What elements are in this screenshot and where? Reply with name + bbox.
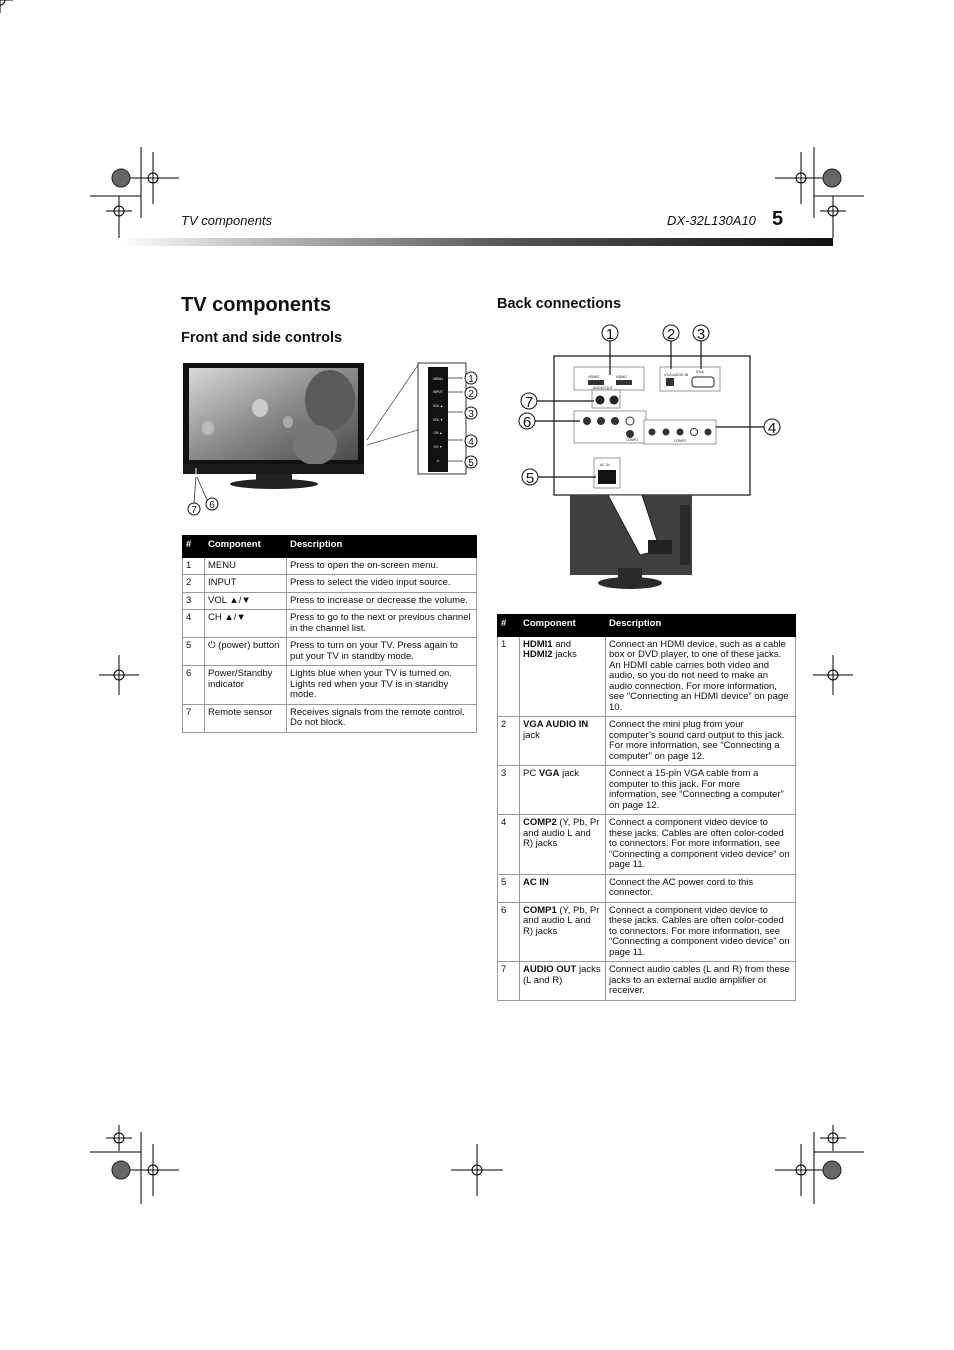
table-cell: Power/Standby indicator [205, 666, 287, 705]
front-callout-5: 5 [468, 458, 474, 469]
table-cell: 1 [498, 636, 520, 717]
label-hdmi2: HDMI2 [588, 375, 600, 379]
label-comp1: COMP1 [626, 438, 639, 442]
header-rule [119, 238, 833, 246]
cell-text: AC IN [523, 876, 549, 888]
front-controls-heading: Front and side controls [181, 330, 343, 346]
table-row [498, 962, 796, 1001]
table-cell: 4 [498, 815, 520, 875]
table-cell: 3 [183, 592, 205, 610]
panel-button-power: ⏻ [436, 459, 440, 463]
table-row [183, 610, 477, 638]
table-cell: 3 [498, 766, 520, 815]
front-controls-table [182, 535, 477, 733]
table-cell: Remote sensor [205, 704, 287, 732]
table-cell: 7 [498, 962, 520, 1001]
cell-text: and [552, 638, 572, 650]
back-callout-7: 7 [524, 394, 534, 411]
back-connections-heading: Back connections [497, 296, 622, 312]
panel-button-ch-up: CH ▲ [433, 431, 443, 435]
table-header-row [183, 536, 477, 558]
hot-air-balloon [293, 425, 337, 465]
table-row [183, 704, 477, 732]
table-cell: 6 [183, 666, 205, 705]
table-row [498, 874, 796, 902]
table-cell: 5 [183, 638, 205, 666]
cell-text: jacks [552, 649, 577, 660]
table-cell: 2 [498, 717, 520, 766]
panel-button-vol-up: VOL ▲ [432, 404, 444, 408]
cell-text: HDMI1 [523, 638, 553, 650]
tv-back-stand [598, 577, 662, 589]
table-row [183, 666, 477, 705]
running-header-model: DX-32L130A10 [667, 213, 756, 228]
table-row [498, 815, 796, 875]
cell-text: COMP1 [523, 904, 557, 916]
cell-text: VGA AUDIO IN [523, 719, 589, 730]
label-ac-in: AC IN [600, 463, 610, 467]
table-row [498, 636, 796, 717]
table-cell: MENU [205, 557, 287, 575]
table-cell: 7 [183, 704, 205, 732]
column-header-num: # [183, 536, 205, 558]
label-comp2: COMP2 [674, 439, 687, 443]
column-header-component: Component [520, 615, 606, 637]
table-row [183, 638, 477, 666]
column-header-num: # [498, 615, 520, 637]
table-cell: Lights blue when your TV is turned on. Lights red when your TV is in standby mode. [287, 666, 477, 705]
table-row [183, 592, 477, 610]
table-cell: CH ▲/▼ [205, 610, 287, 638]
hot-air-balloon [202, 421, 214, 435]
table-cell: Press to select the video input source. [287, 575, 477, 593]
table-header-row [498, 615, 796, 637]
table-cell [520, 815, 606, 875]
running-header-section: TV components [181, 213, 273, 228]
back-callout-5: 5 [525, 470, 535, 487]
column-header-description: Description [606, 615, 796, 637]
table-cell [520, 874, 606, 902]
column-header-description: Description [287, 536, 477, 558]
table-cell: Connect the AC power cord to this connector. [606, 874, 796, 902]
cell-text: VGA [538, 768, 560, 779]
label-hdmi1: HDMI1 [616, 375, 628, 379]
column-header-component: Component [205, 536, 287, 558]
table-row [183, 557, 477, 575]
table-cell: 6 [498, 902, 520, 962]
cell-text: (Y, Pb, Pr and audio L and R) jacks [523, 904, 600, 937]
label-vga-audio-in: VGA AUDIO IN [664, 373, 689, 377]
back-callout-2: 2 [666, 326, 676, 343]
cell-text: jack [559, 768, 579, 779]
page-number: 5 [772, 208, 784, 230]
table-cell: VOL ▲/▼ [205, 592, 287, 610]
table-cell [520, 636, 606, 717]
table-cell: Press to open the on-screen menu. [287, 557, 477, 575]
front-callout-2: 2 [468, 389, 474, 400]
table-cell: 4 [183, 610, 205, 638]
table-cell: Press to turn on your TV. Press again to put your TV in standby mode. [287, 638, 477, 666]
back-connections-table [497, 614, 796, 1001]
back-callout-6: 6 [522, 414, 532, 431]
cell-text: jacks (L and R) [523, 964, 601, 986]
label-vga: VGA [696, 370, 704, 374]
panel-button-vol-down: VOL ▼ [432, 418, 444, 422]
panel-button-input: INPUT [433, 390, 443, 394]
table-cell: Connect audio cables (L and R) from these jacks to an external audio amplifier or receiver. [606, 962, 796, 1001]
front-callout-3: 3 [468, 409, 474, 420]
back-panel-illustration [510, 320, 790, 595]
table-cell [520, 902, 606, 962]
cell-text: (Y, Pb, Pr and audio L and R) jacks [523, 817, 600, 849]
back-callout-4: 4 [767, 420, 777, 437]
table-row [498, 766, 796, 815]
table-row [183, 575, 477, 593]
table-row [498, 717, 796, 766]
front-tv-illustration [180, 360, 482, 520]
front-callout-6: 6 [209, 500, 215, 511]
label-audio-out: AUDIO OUT [593, 386, 613, 390]
table-cell: Press to increase or decrease the volume. [287, 592, 477, 610]
table-cell [520, 962, 606, 1001]
table-cell: INPUT [205, 575, 287, 593]
table-cell: Connect the mini plug from your computer’s sound card output to this jack. For more information, see “Connecting a computer” on page 12. [606, 717, 796, 766]
back-callout-1: 1 [605, 326, 615, 343]
table-cell: Connect an HDMI device, such as a cable box or DVD player, to one of these jacks. An HDMI cable carries both video and audio, so you do not need to make an audio connection. For more information, see “Connecting an HDMI device” on page 10. [606, 636, 796, 717]
front-callout-4: 4 [468, 437, 474, 448]
panel-button-menu: MENU [433, 377, 443, 381]
cell-text: PC [523, 768, 539, 779]
table-cell: Receives signals from the remote control. Do not block. [287, 704, 477, 732]
hot-air-balloon [283, 416, 293, 428]
table-cell: 2 [183, 575, 205, 593]
front-callouts [465, 372, 477, 469]
table-cell: Connect a component video device to these jacks. Cables are often color-coded to connectors. For more information, see “Connecting a component video device” on page 11. [606, 815, 796, 875]
table-cell: Press to go to the next or previous channel in the channel list. [287, 610, 477, 638]
hot-air-balloon [252, 399, 268, 417]
table-row [498, 902, 796, 962]
hot-air-balloon [305, 370, 355, 430]
table-cell: Connect a component video device to these jacks. Cables are often color-coded to connectors. For more information, see “Connecting a component video device” on page 11. [606, 902, 796, 962]
front-callout-7: 7 [191, 505, 197, 516]
table-cell: ⏻ (power) button [205, 638, 287, 666]
front-callout-1: 1 [468, 374, 474, 385]
table-cell: 5 [498, 874, 520, 902]
table-cell: 1 [183, 557, 205, 575]
tv-stand-base [230, 479, 318, 489]
cell-text: HDMI2 [523, 649, 553, 660]
cell-text: COMP2 [523, 817, 557, 828]
table-cell [520, 717, 606, 766]
panel-button-ch-down: CH ▼ [433, 445, 443, 449]
cell-text: jack [523, 729, 540, 741]
back-callout-3: 3 [696, 326, 706, 343]
table-cell: Connect a 15-pin VGA cable from a computer to this jack. For more information, see “Connecting a computer” on page 12. [606, 766, 796, 815]
cell-text: AUDIO OUT [523, 964, 577, 975]
page-title: TV components [181, 294, 332, 316]
table-cell [520, 766, 606, 815]
